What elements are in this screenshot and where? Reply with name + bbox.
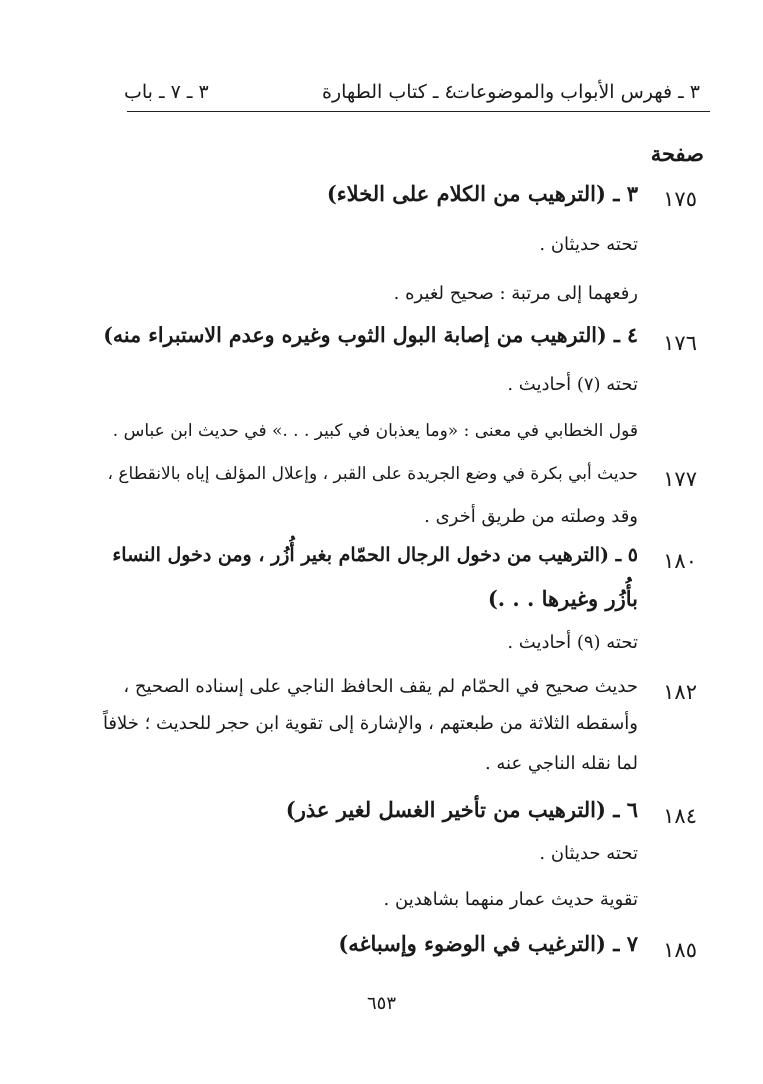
entry-text: وأسقطه الثلاثة من طبعتهم ، والإشارة إلى تقوية ابن حجر للحديث ؛ خلافاً (102, 713, 638, 734)
header-rule (127, 111, 710, 112)
entry-text: تحته حديثان . (539, 843, 638, 864)
entry-text: تحته (٧) أحاديث . (507, 374, 638, 395)
entry-text: حديث أبي بكرة في وضع الجريدة على القبر ، وإعلال المؤلف إياه بالانقطاع ، (107, 464, 638, 484)
running-header-chapter: ٣ ـ ٧ ـ باب (124, 81, 209, 103)
section-title: ٥ ـ (الترهيب من دخول الرجال الحمّام بغير أُزُر ، ومن دخول النساء (112, 544, 638, 566)
page-number: ١٧٧ (663, 467, 697, 491)
entry-text: لما نقله الناجي عنه . (484, 753, 638, 774)
page-column-label: صفحة (650, 141, 704, 166)
entry-text: حديث صحيح في الحمّام لم يقف الحافظ الناجي على إسناده الصحيح ، (123, 676, 638, 697)
running-header-book: ٤ ـ كتاب الطهارة (322, 81, 455, 103)
entry-text: وقد وصلته من طريق أخرى . (424, 506, 638, 527)
entry-text: تقوية حديث عمار منهما بشاهدين . (383, 889, 638, 910)
page-number: ١٨٢ (663, 680, 697, 704)
folio-page-number: ٦٥٣ (366, 993, 396, 1014)
entry-text: رفعهما إلى مرتبة : صحيح لغيره . (393, 283, 638, 304)
page-number: ١٨٤ (663, 804, 697, 828)
section-title: بأُزُر وغيرها . . .) (487, 586, 638, 611)
page-number: ١٧٥ (663, 187, 697, 211)
page-number: ١٨٠ (663, 549, 697, 573)
page-number: ١٨٥ (663, 938, 697, 962)
running-header-section: ٣ ـ فهرس الأبواب والموضوعات (452, 81, 700, 103)
section-title: ٧ ـ (الترغيب في الوضوء وإسباغه) (338, 931, 638, 956)
entry-text: تحته حديثان . (539, 234, 638, 255)
section-title: ٤ ـ (الترهيب من إصابة البول الثوب وغيره وعدم الاستبراء منه) (103, 323, 638, 347)
page-number: ١٧٦ (663, 331, 697, 355)
entry-text: تحته (٩) أحاديث . (507, 632, 638, 653)
section-title: ٦ ـ (الترهيب من تأخير الغسل لغير عذر) (285, 797, 638, 822)
entry-text: قول الخطابي في معنى : «وما يعذبان في كبير . . .» في حديث ابن عباس . (112, 421, 638, 441)
section-title: ٣ ـ (الترهيب من الكلام على الخلاء) (326, 181, 638, 206)
